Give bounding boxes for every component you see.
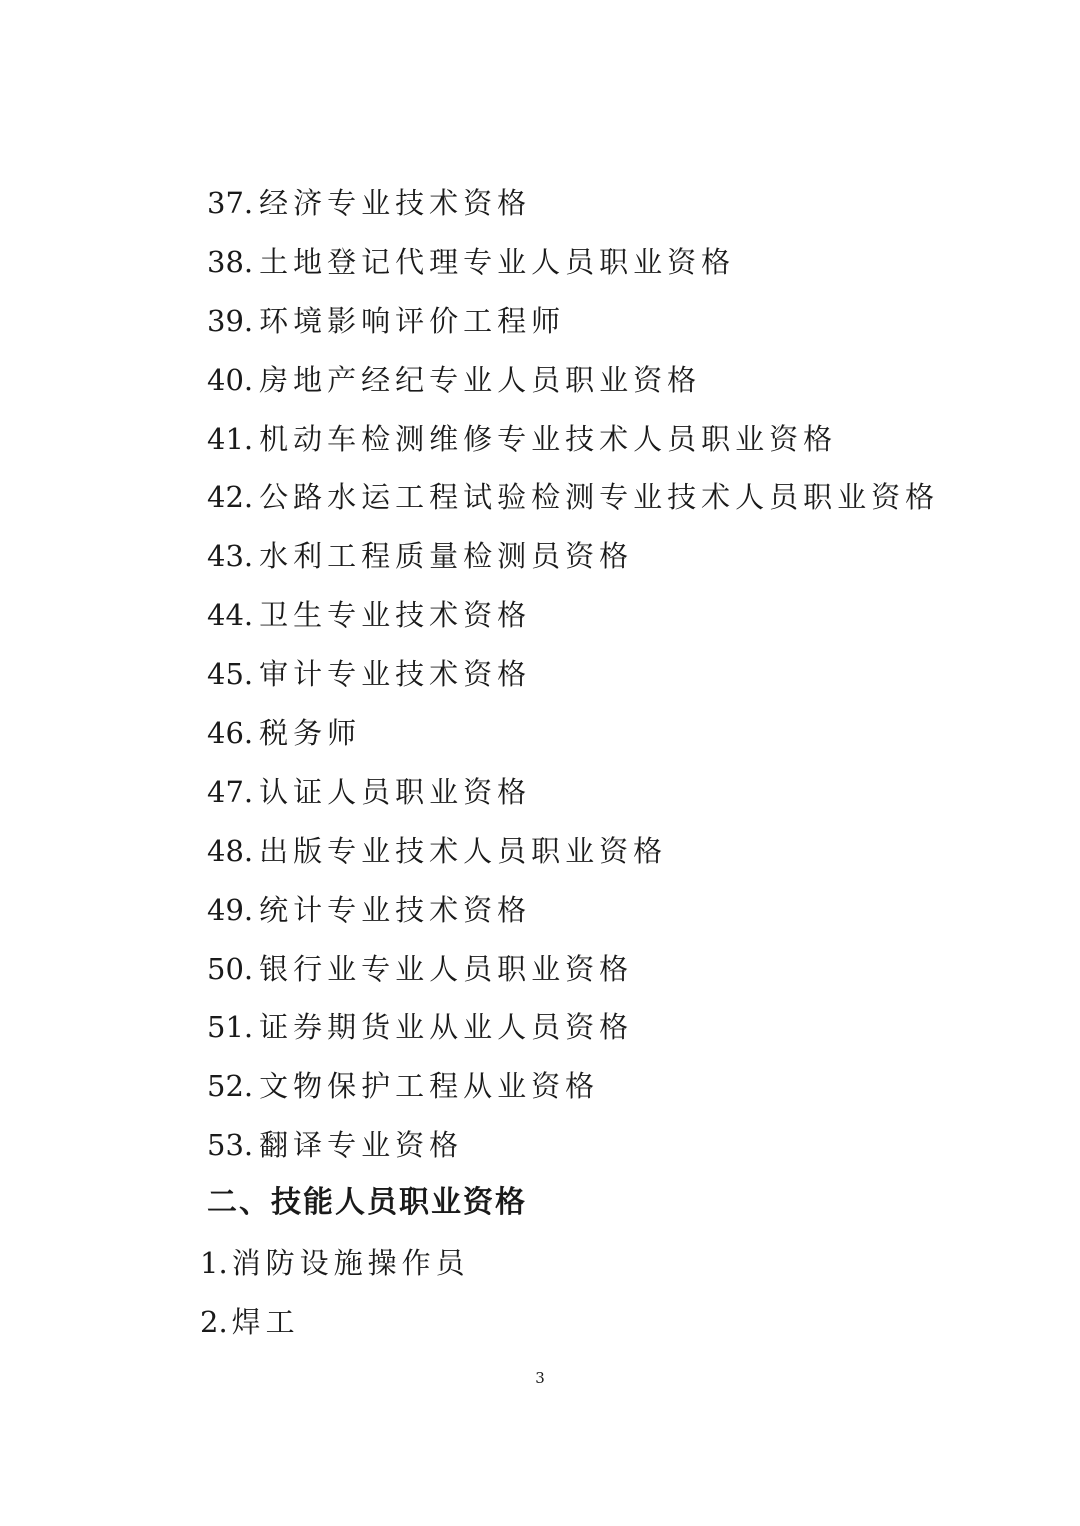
item-text: 认证人员职业资格 (259, 774, 532, 809)
item-number: 52. (207, 1069, 254, 1104)
list-item (207, 946, 939, 1005)
professional-qualification-list (207, 180, 939, 1181)
list-item (207, 1004, 939, 1063)
item-number: 2. (200, 1304, 228, 1339)
list-item (200, 1240, 470, 1299)
list-item (207, 180, 939, 239)
item-text: 经济专业技术资格 (259, 186, 532, 220)
list-item (207, 533, 939, 592)
item-text: 翻译专业资格 (259, 1128, 464, 1163)
item-text: 土地登记代理专业人员职业资格 (259, 244, 736, 279)
item-text: 证券期货业从业人员资格 (259, 1010, 634, 1045)
list-item (207, 828, 939, 887)
item-number: 45. (207, 657, 254, 692)
item-number: 43. (207, 539, 254, 574)
item-text: 环境影响评价工程师 (259, 303, 566, 338)
list-item (207, 592, 939, 651)
item-number: 1. (200, 1246, 228, 1280)
item-text: 文物保护工程从业资格 (259, 1069, 600, 1104)
list-item (207, 357, 939, 416)
list-item (207, 474, 939, 533)
item-text: 消防设施操作员 (231, 1246, 470, 1280)
list-item (207, 1063, 939, 1122)
item-number: 44. (207, 598, 254, 633)
item-text: 水利工程质量检测员资格 (259, 539, 634, 574)
page-number: 3 (535, 1369, 545, 1387)
item-text: 出版专业技术人员职业资格 (259, 833, 668, 868)
list-item (207, 298, 939, 357)
item-number: 41. (207, 421, 254, 456)
list-item (207, 769, 939, 828)
list-item (207, 651, 939, 710)
item-number: 42. (207, 480, 254, 515)
skill-qualification-list (200, 1240, 470, 1358)
item-text: 房地产经纪专业人员职业资格 (259, 362, 702, 397)
item-text: 焊工 (231, 1304, 300, 1339)
item-text: 卫生专业技术资格 (259, 598, 532, 633)
item-text: 统计专业技术资格 (259, 892, 532, 927)
item-number: 37. (207, 186, 254, 220)
item-number: 49. (207, 892, 254, 927)
list-item (207, 710, 939, 769)
item-text: 税务师 (259, 716, 362, 751)
item-number: 48. (207, 833, 254, 868)
list-item (207, 887, 939, 946)
item-number: 40. (207, 362, 254, 397)
list-item (207, 416, 939, 475)
item-text: 机动车检测维修专业技术人员职业资格 (259, 421, 838, 456)
item-text: 公路水运工程试验检测专业技术人员职业资格 (259, 480, 940, 515)
item-number: 39. (207, 303, 254, 338)
item-number: 50. (207, 951, 254, 986)
list-item (207, 239, 939, 298)
item-number: 47. (207, 774, 254, 809)
list-item (200, 1299, 470, 1358)
item-number: 46. (207, 716, 254, 751)
item-number: 51. (207, 1010, 254, 1045)
item-text: 审计专业技术资格 (259, 657, 532, 692)
item-number: 38. (207, 244, 254, 279)
section-heading: 二、技能人员职业资格 (207, 1185, 527, 1220)
item-text: 银行业专业人员职业资格 (259, 951, 634, 986)
list-item (207, 1122, 939, 1181)
item-number: 53. (207, 1128, 254, 1163)
